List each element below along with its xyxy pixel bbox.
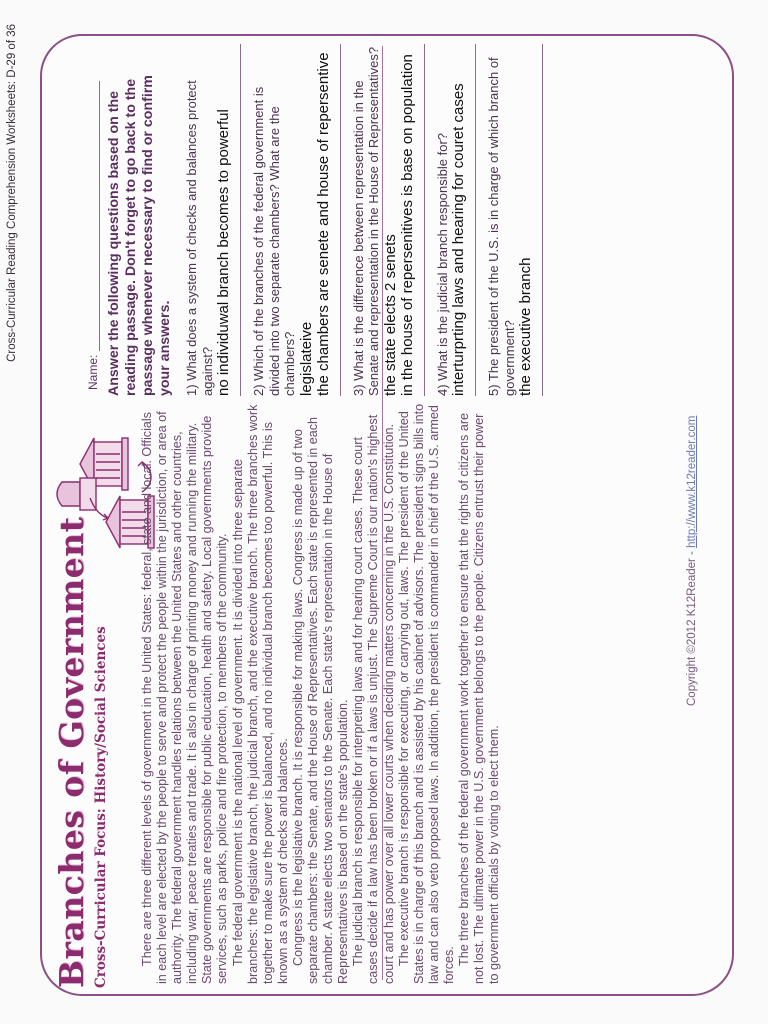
question-2-answer-2[interactable]: the chambers are senete and house of repersentive [314, 52, 332, 396]
instructions: Answer the following questions based on the reading passage. Don't forget to go back to the passage whenever necessary to find or confirm your answers. [106, 75, 173, 396]
name-field[interactable] [87, 81, 100, 351]
question-4-text: 4) What is the judicial branch responsible for? [434, 132, 450, 396]
passage-paragraph: The judicial branch is responsible for interpreting laws and for hearing court cases. These court cases decide if a law has been broken or if a laws is unjust. The Supreme Court is our nation's highest court and has power over all lower courts when deciding matters concerning in the U.S. Constitution. [351, 414, 396, 984]
name-label: Name: [86, 354, 100, 390]
answer-line [467, 44, 476, 396]
question-3-answer-2[interactable]: in the house of repersenitives is base on population [398, 54, 416, 396]
questions-column [52, 44, 543, 396]
question-5 [486, 44, 543, 396]
question-4-answer[interactable]: interturprting laws and hearing for couret cases [450, 83, 467, 396]
question-3 [351, 44, 425, 396]
reading-passage [140, 402, 502, 984]
question-1-text: 1) What does a system of checks and balances protect against? [184, 80, 215, 396]
k12reader-link[interactable]: http://www.k12reader.com [686, 415, 698, 548]
passage-paragraph: The executive branch is responsible for executing, or carrying out, laws. The president of the United States is in charge of this branch and is assisted by his cabinet of advisors. The president signs bills into law and can also veto proposed laws. In addition, the president is commander in chief of the U.S. armed forces. [396, 403, 456, 984]
answer-line [534, 44, 543, 396]
answer-line [416, 44, 425, 396]
name-row [86, 44, 100, 390]
answer-line [232, 44, 241, 396]
page-subtitle: Cross-Curricular Focus: History/Social Sciences [93, 626, 109, 988]
passage-paragraph: The three branches of the federal government work together to ensure that the rights of citizens are not lost. The ultimate power in the U.S. government belongs to the people. Citizens entrust their power to government officials by voting to elect them. [456, 412, 502, 984]
question-5-text: 5) The president of the U.S. is in charge of which branch of government? [486, 57, 517, 396]
question-1-answer[interactable]: no individuwal branch becomes to powerful [215, 109, 232, 396]
question-2 [251, 44, 341, 396]
answer-line [332, 44, 341, 396]
question-2-text: 2) Which of the branches of the federal government is divided into two separate chambers? What are the chambers? [251, 86, 297, 396]
question-3-answer[interactable]: the state elects 2 senets [381, 234, 399, 396]
question-2-answer[interactable]: legislateive [297, 321, 315, 396]
copyright-footer [686, 66, 698, 706]
question-1 [184, 44, 241, 396]
question-4 [435, 44, 477, 396]
page-title: Branches of Government [52, 516, 91, 988]
copyright-text: Copyright ©2012 K12Reader - [686, 547, 698, 706]
passage-paragraph: The federal government is the national level of government. It is divided into three separate branches: the legislative branch, the judicial branch, and the executive branch. The three branches work together to make sure the power is balanced, and no individual branch becomes too powerful. This is known as a system of checks and balances. [230, 404, 290, 984]
passage-paragraph: Congress is the legislative branch. It is responsible for making laws. Congress is made up of two separate chambers: the Senate, and the House of Representatives. Each state is represented in each chamber. A state elects two senators to the Senate. Each state's representation in the House of Representatives is based on the state's population. [290, 416, 351, 984]
question-3-text: 3) What is the difference between representation in the Senate and representation in the House of Representatives? [350, 46, 381, 396]
question-5-answer[interactable]: the executive branch [517, 257, 534, 396]
header-series: Cross-Curricular Reading Comprehension Worksheets: D-29 of 36 [6, 24, 18, 362]
passage-paragraph: There are three different levels of government in the United States: federal, state and local. Officials in each level are elected by the people to serve and protect the people within the jurisdiction, or area of authority. The federal government handles relations between the United States and other countries, including war, peace treaties and trade. It is also in charge of printing money and running the military. State governments are responsible for public education, health and safety. Local governments provide services, such as parks, police and fire protection, to members of the community. [140, 411, 230, 984]
